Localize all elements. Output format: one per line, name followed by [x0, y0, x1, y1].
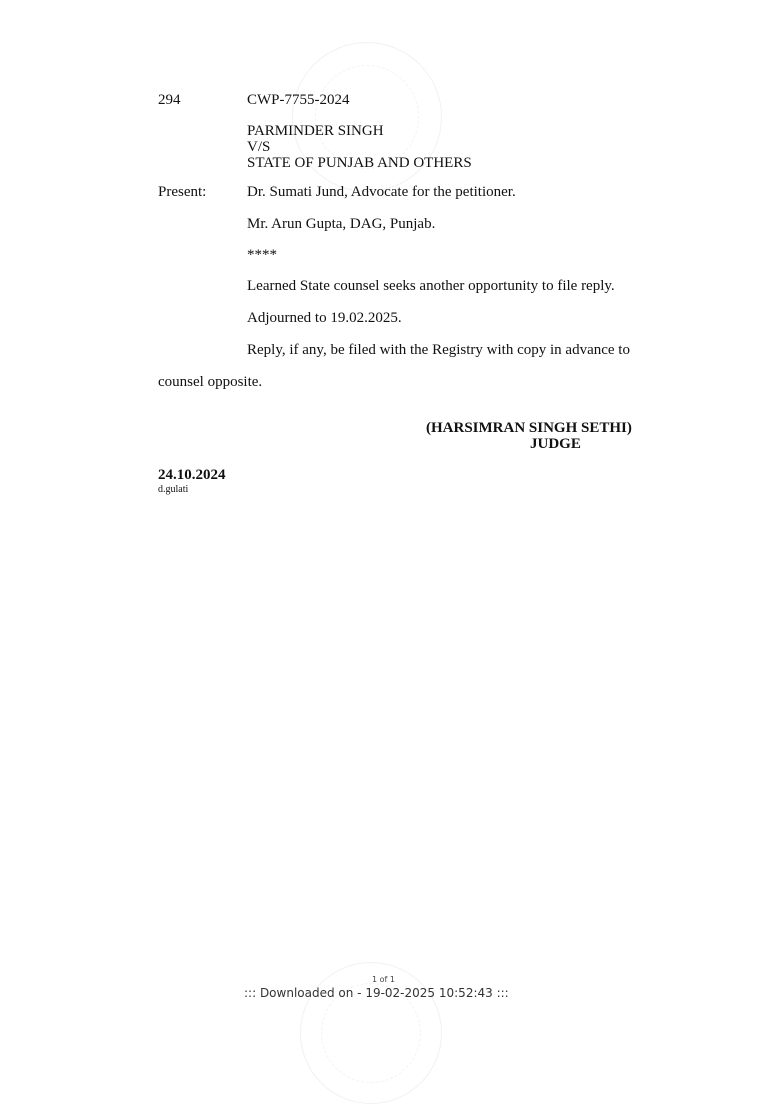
versus-label: V/S: [247, 139, 271, 155]
order-paragraph-2: Adjourned to 19.02.2025.: [247, 310, 402, 326]
order-date: 24.10.2024: [158, 467, 226, 483]
serial-number: 294: [158, 92, 181, 108]
case-number: CWP-7755-2024: [247, 92, 350, 108]
state-counsel: Mr. Arun Gupta, DAG, Punjab.: [247, 216, 436, 232]
order-paragraph-1: Learned State counsel seeks another opportunity to file reply.: [247, 278, 615, 294]
download-note: ::: Downloaded on - 19-02-2025 10:52:43 :::: [244, 986, 509, 1000]
typist-initials: d.gulati: [158, 484, 189, 495]
separator-stars: ****: [247, 247, 277, 263]
judge-name: (HARSIMRAN SINGH SETHI): [426, 420, 632, 436]
order-paragraph-3-line-1: Reply, if any, be filed with the Registry with copy in advance to: [247, 342, 630, 358]
judge-designation: JUDGE: [530, 436, 581, 452]
present-label: Present:: [158, 184, 207, 200]
watermark-seal-bottom: [300, 962, 442, 1104]
respondent-name: STATE OF PUNJAB AND OTHERS: [247, 155, 472, 171]
page-count: 1 of 1: [372, 975, 395, 984]
petitioner-name: PARMINDER SINGH: [247, 123, 384, 139]
order-paragraph-3-line-2: counsel opposite.: [158, 374, 263, 390]
petitioner-counsel: Dr. Sumati Jund, Advocate for the petitioner.: [247, 184, 516, 200]
